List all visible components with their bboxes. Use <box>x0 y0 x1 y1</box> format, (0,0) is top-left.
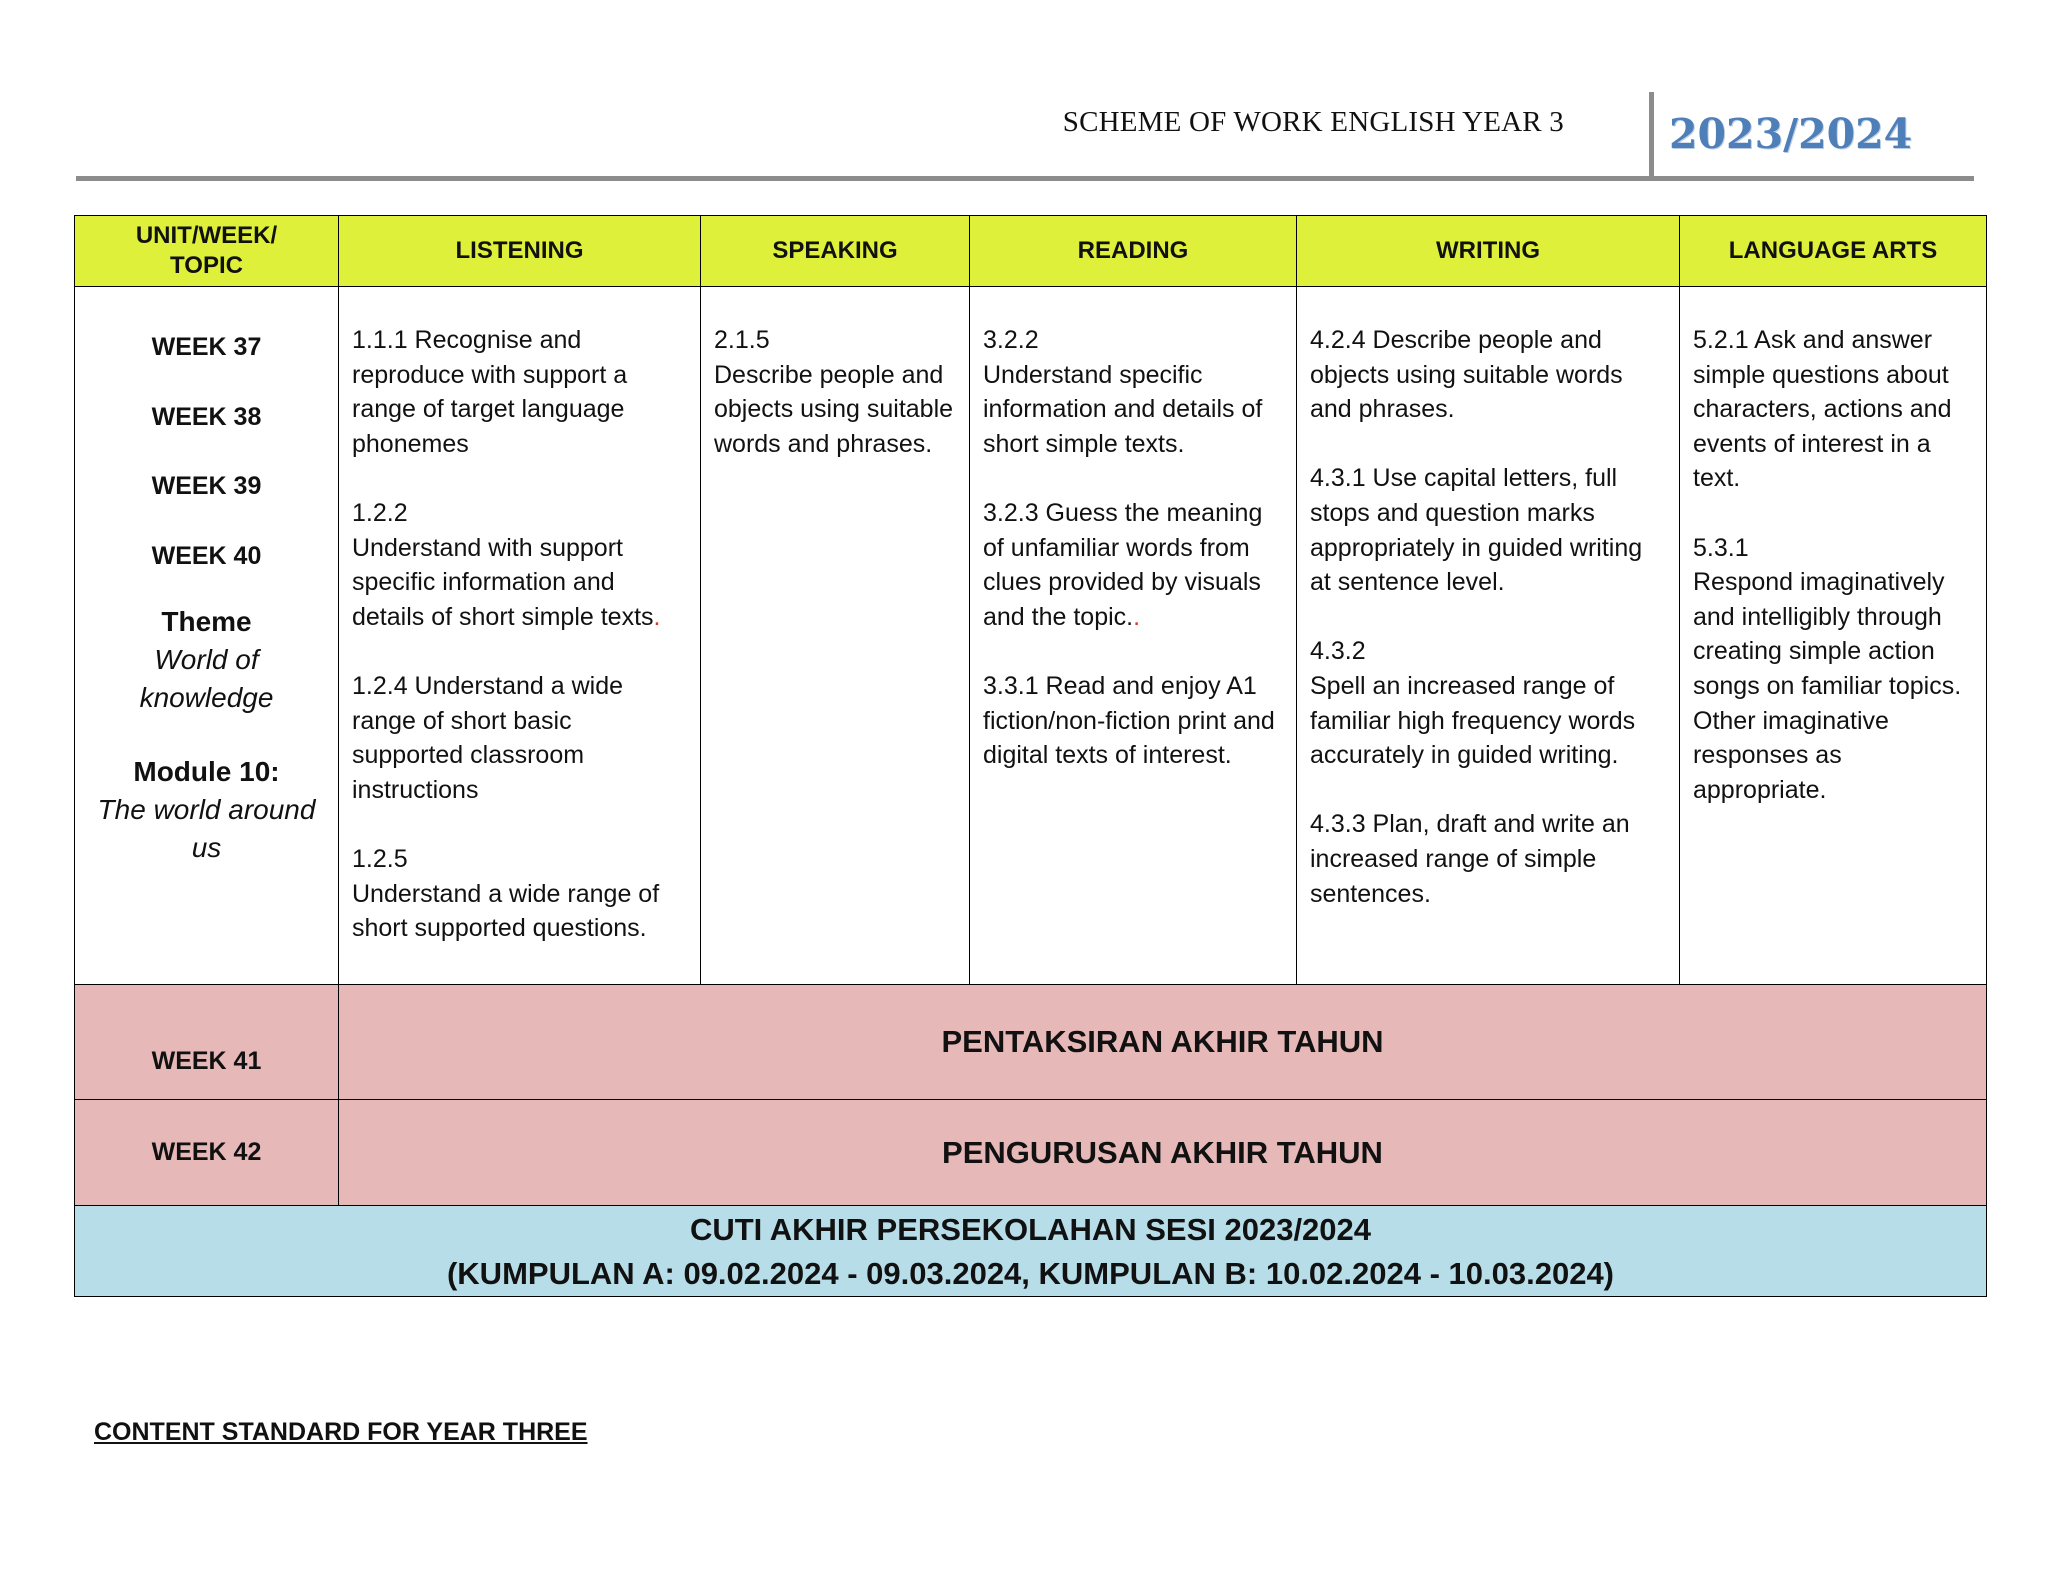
week-38-label: WEEK 38 <box>151 402 262 431</box>
week-41-activity: PENTAKSIRAN AKHIR TAHUN <box>339 985 1987 1100</box>
table-row-holiday <box>75 1206 1987 1297</box>
listening-standard: 1.2.5 Understand a wide range of short supported questions. <box>352 844 660 943</box>
column-header-language-arts: LANGUAGE ARTS <box>1680 216 1987 287</box>
module-label: Module 10: <box>133 755 280 787</box>
week-42-activity: PENGURUSAN AKHIR TAHUN <box>339 1100 1987 1206</box>
listening-standard: 1.2.2 Understand with support specific information and details of short simple texts <box>352 498 654 631</box>
holiday-cell <box>75 1206 1987 1297</box>
week-42-label: WEEK 42 <box>75 1100 339 1206</box>
listening-standard: 1.1.1 Recognise and reproduce with support a range of target language phonemes <box>352 326 628 458</box>
reading-red-dot: . <box>1133 602 1141 631</box>
header-divider <box>1649 92 1654 176</box>
page-header <box>76 90 1974 181</box>
reading-standard: 3.2.2 Understand specific information and details of short simple texts. <box>983 326 1263 458</box>
table-row-week-41 <box>75 985 1987 1100</box>
table-row-weeks-37-40 <box>75 287 1987 985</box>
writing-standard: 4.3.2 Spell an increased range of familiar high frequency words accurately in guided writing. <box>1310 637 1636 770</box>
theme-value: World of knowledge <box>139 643 274 713</box>
header-year: 2023/2024 <box>1669 110 1913 158</box>
reading-cell <box>970 287 1297 985</box>
week-41-label: WEEK 41 <box>75 985 339 1100</box>
column-header-listening: LISTENING <box>339 216 701 287</box>
writing-standard: 4.2.4 Describe people and objects using suitable words and phrases. <box>1310 326 1623 424</box>
table-header-row <box>75 216 1987 287</box>
reading-standard: 3.3.1 Read and enjoy A1 fiction/non-fiction print and digital texts of interest. <box>983 671 1275 770</box>
week-37-label: WEEK 37 <box>151 333 262 361</box>
week-topic-cell <box>75 287 339 985</box>
column-header-unit-week-topic: UNIT/WEEK/ TOPIC <box>75 216 339 287</box>
language-arts-standard: 5.2.1 Ask and answer simple questions about characters, actions and events of interest in a text. <box>1693 326 1952 493</box>
theme-label: Theme <box>161 605 252 637</box>
holiday-dates: (KUMPULAN A: 09.02.2024 - 09.03.2024, KUMPULAN B: 10.02.2024 - 10.03.2024) <box>446 1256 1615 1291</box>
scheme-of-work-table <box>74 215 1987 1297</box>
listening-cell <box>339 287 701 985</box>
week-39-label: WEEK 39 <box>151 472 262 500</box>
module-value: The world around us <box>97 793 316 863</box>
table-row-week-42 <box>75 1100 1987 1206</box>
language-arts-cell <box>1680 287 1987 985</box>
speaking-cell <box>701 287 970 985</box>
week-40-label: WEEK 40 <box>151 541 262 570</box>
writing-cell <box>1297 287 1680 985</box>
holiday-title: CUTI AKHIR PERSEKOLAHAN SESI 2023/2024 <box>689 1212 1372 1247</box>
speaking-standard: 2.1.5 Describe people and objects using suitable words and phrases. <box>714 326 954 458</box>
language-arts-standard: 5.3.1 Respond imaginatively and intelligibly through creating simple action songs on familiar topics. Other imaginative responses as appropriate. <box>1693 533 1962 804</box>
listening-standard: 1.2.4 Understand a wide range of short basic supported classroom instructions <box>352 671 624 804</box>
writing-standard: 4.3.3 Plan, draft and write an increased range of simple sentences. <box>1310 810 1630 908</box>
writing-standard: 4.3.1 Use capital letters, full stops and question marks appropriately in guided writing at sentence level. <box>1310 464 1643 597</box>
column-header-speaking: SPEAKING <box>701 216 970 287</box>
reading-standard: 3.2.3 Guess the meaning of unfamiliar words from clues provided by visuals and the topic. <box>983 498 1263 631</box>
header-title: SCHEME OF WORK ENGLISH YEAR 3 <box>1062 106 1564 138</box>
column-header-writing: WRITING <box>1297 216 1680 287</box>
listening-red-dot: . <box>653 602 661 631</box>
content-standard-heading: CONTENT STANDARD FOR YEAR THREE <box>94 1418 588 1446</box>
column-header-reading: READING <box>970 216 1297 287</box>
